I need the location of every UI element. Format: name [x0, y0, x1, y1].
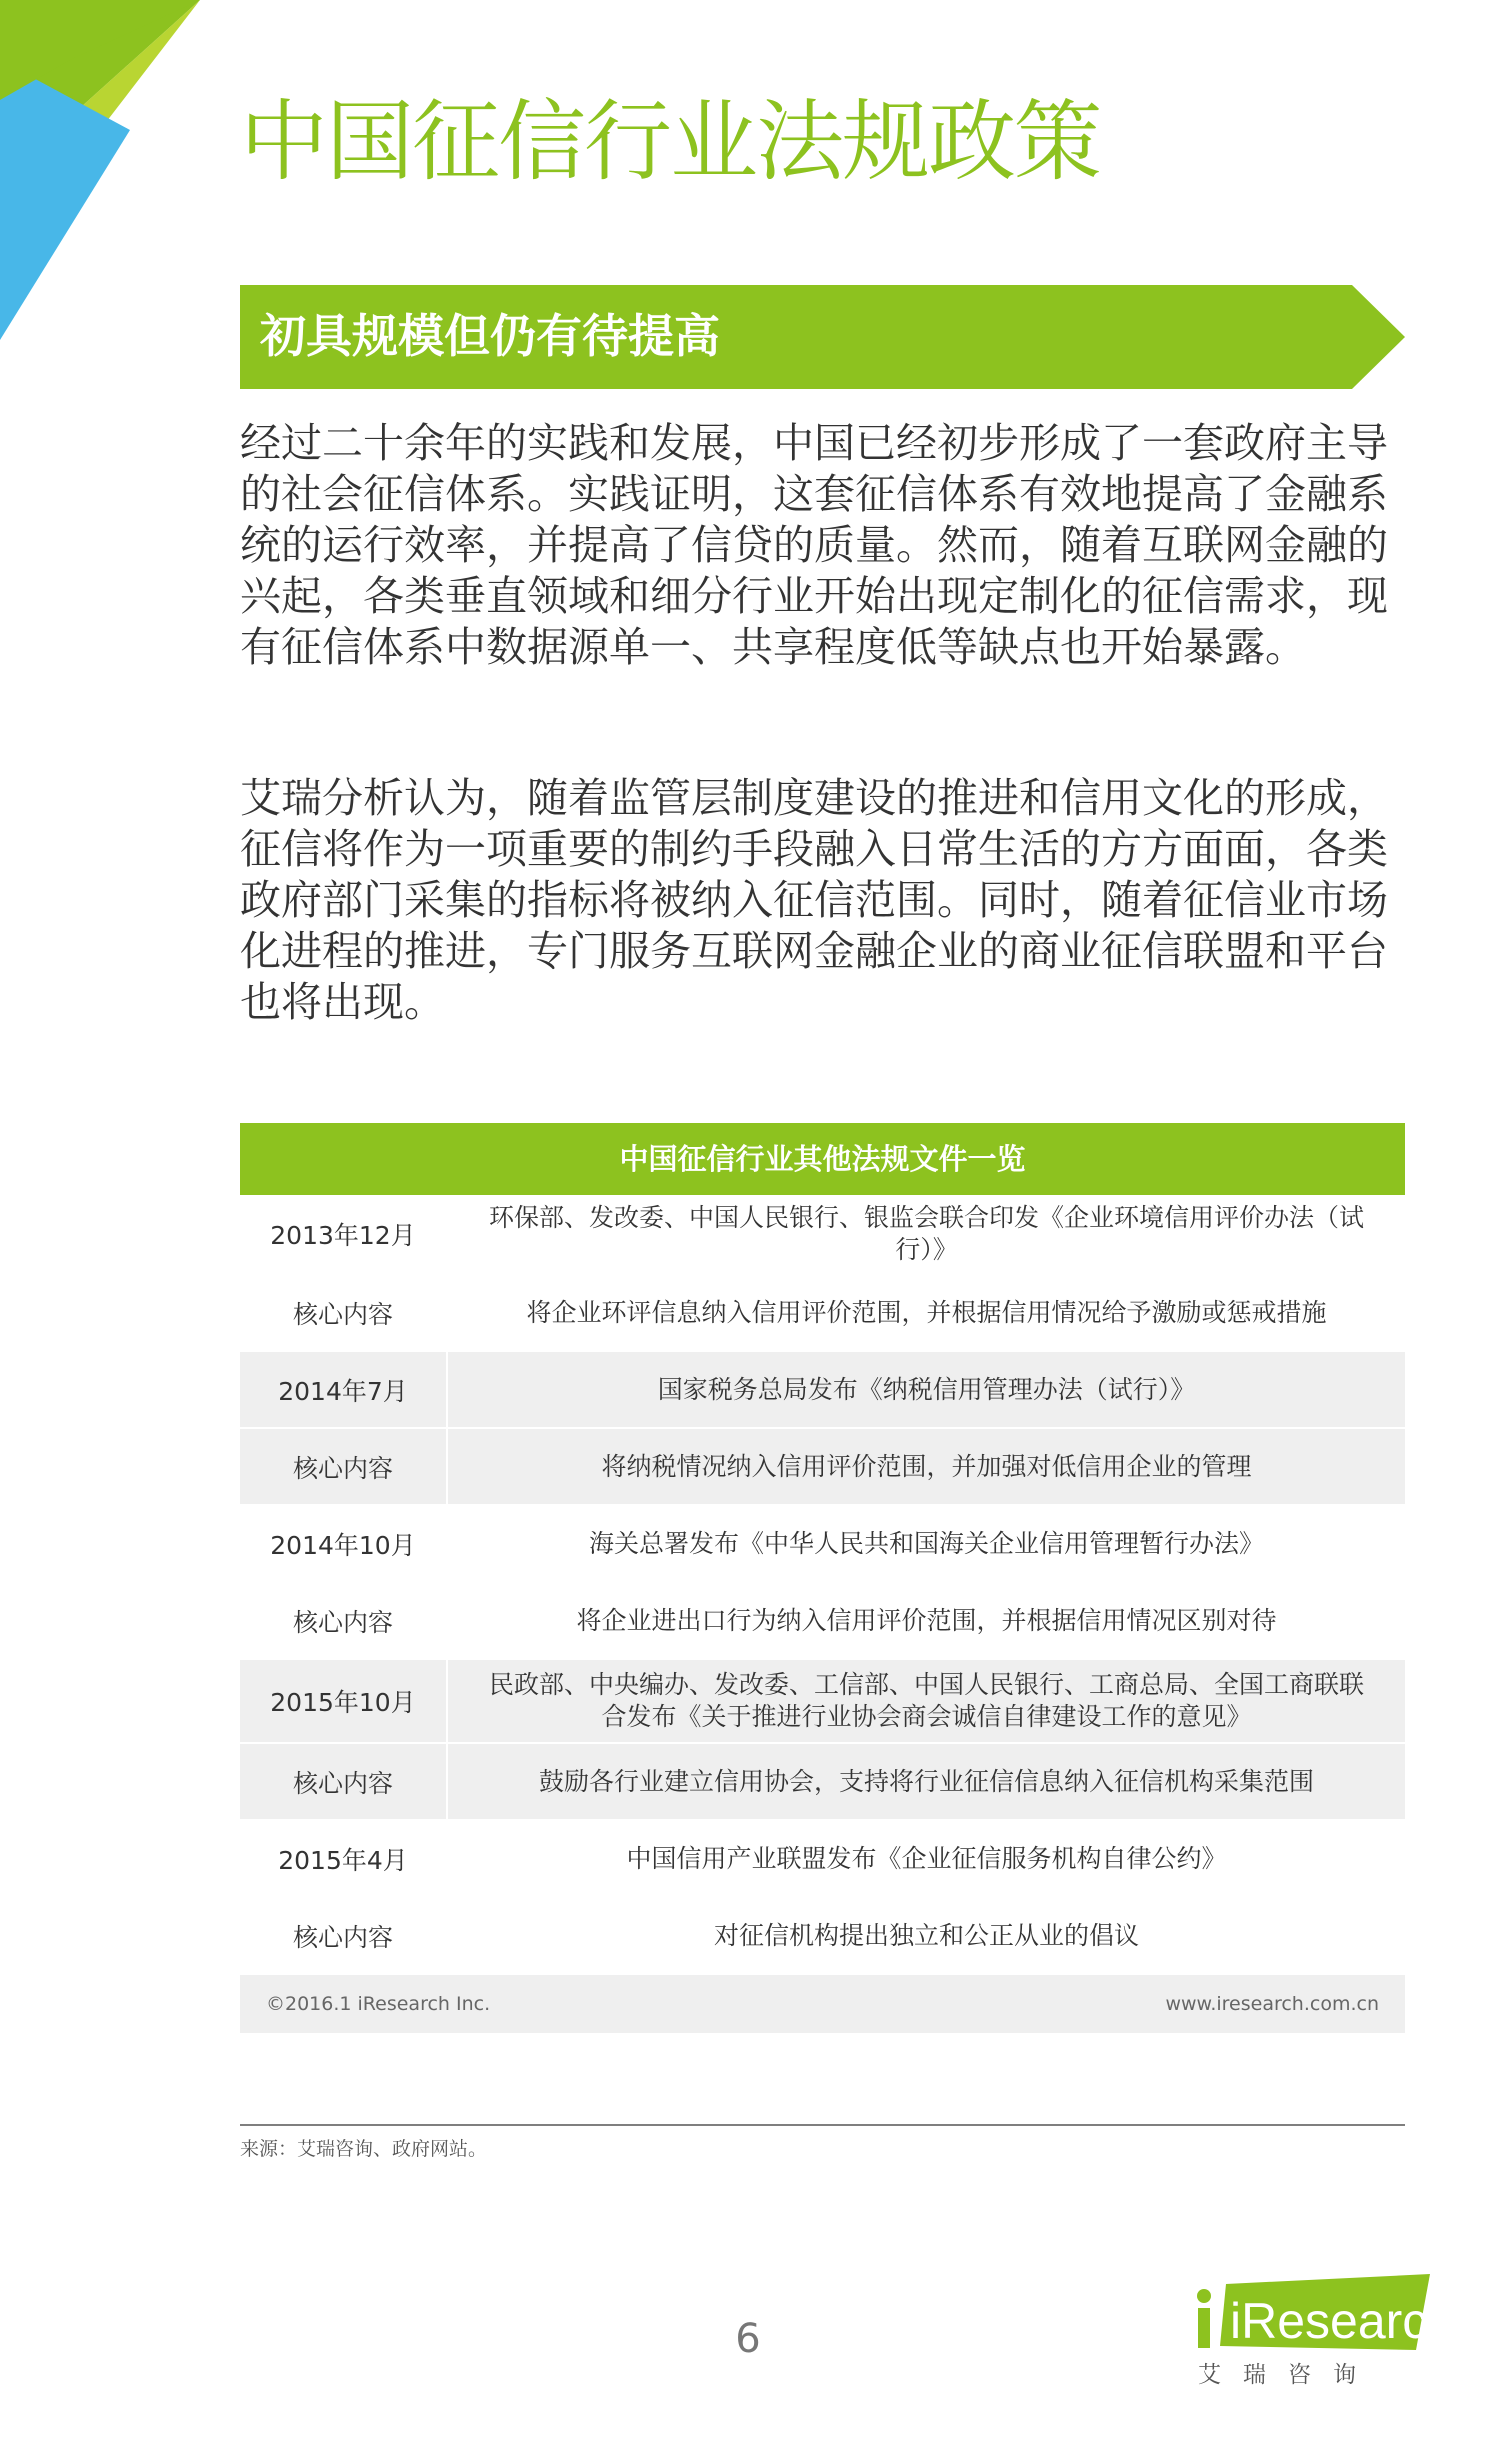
row-content: 将纳税情况纳入信用评价范围，并加强对低信用企业的管理	[448, 1429, 1405, 1504]
row-content: 将企业进出口行为纳入信用评价范围，并根据信用情况区别对待	[576, 1605, 1277, 1635]
row-date: 核心内容	[240, 1275, 448, 1350]
footer-divider	[240, 2124, 1405, 2126]
logo-brand-text: iResearch	[1230, 2293, 1456, 2349]
row-date: 2013年12月	[240, 1195, 448, 1273]
source-note: 来源：艾瑞咨询、政府网站。	[240, 2138, 488, 2160]
website-link[interactable]: www.iresearch.com.cn	[1165, 1993, 1379, 2015]
regulations-table	[240, 1123, 1405, 2033]
row-date: 2015年10月	[240, 1660, 448, 1742]
row-content: 中国信用产业联盟发布《企业征信服务机构自律公约》	[626, 1843, 1227, 1873]
row-content: 对征信机构提出独立和公正从业的倡议	[713, 1920, 1139, 1950]
table-row	[240, 1195, 1405, 1275]
table-title: 中国征信行业其他法规文件一览	[240, 1123, 1405, 1195]
row-content: 将企业环评信息纳入信用评价范围，并根据信用情况给予激励或惩戒措施	[526, 1297, 1327, 1327]
row-date: 核心内容	[240, 1429, 448, 1504]
iresearch-logo	[1190, 2272, 1456, 2354]
table-row	[240, 1583, 1405, 1660]
row-content: 民政部、中央编办、发改委、工信部、中国人民银行、工商总局、全国工商联联合发布《关于推进行业协会商会诚信自律建设工作的意见》	[448, 1660, 1405, 1742]
table-row	[240, 1744, 1405, 1821]
logo-subtitle: 艾瑞咨询	[1198, 2362, 1378, 2388]
row-content: 国家税务总局发布《纳税信用管理办法（试行）》	[448, 1352, 1405, 1427]
table-row	[240, 1352, 1405, 1429]
body-paragraph-1: 经过二十余年的实践和发展，中国已经初步形成了一套政府主导的社会征信体系。实践证明，这套征信体系有效地提高了金融系统的运行效率，并提高了信贷的质量。然而，随着互联网金融的兴起，各类垂直领域和细分行业开始出现定制化的征信需求，现有征信体系中数据源单一、共享程度低等缺点也开始暴露。	[240, 419, 1388, 671]
row-date: 核心内容	[240, 1898, 448, 1973]
table-row	[240, 1660, 1405, 1744]
corner-decoration	[0, 0, 200, 340]
row-content: 海关总署发布《中华人民共和国海关企业信用管理暂行办法》	[588, 1528, 1264, 1558]
table-row	[240, 1821, 1405, 1898]
table-footer	[240, 1975, 1405, 2033]
row-date: 2014年10月	[240, 1506, 448, 1581]
row-date: 核心内容	[240, 1744, 448, 1819]
table-row	[240, 1275, 1405, 1352]
section-banner-title: 初具规模但仍有待提高	[260, 309, 720, 363]
row-date: 核心内容	[240, 1583, 448, 1658]
page-number: 6	[735, 2316, 761, 2362]
copyright-text: ©2016.1 iResearch Inc.	[266, 1993, 491, 2015]
table-row	[240, 1898, 1405, 1975]
page-title: 中国征信行业法规政策	[240, 90, 1101, 193]
body-paragraph-2: 艾瑞分析认为，随着监管层制度建设的推进和信用文化的形成，征信将作为一项重要的制约手段融入日常生活的方方面面，各类政府部门采集的指标将被纳入征信范围。同时，随着征信业市场化进程的推进，专门服务互联网金融企业的商业征信联盟和平台也将出现。	[240, 774, 1388, 1026]
row-date: 2015年4月	[240, 1821, 448, 1896]
table-row	[240, 1429, 1405, 1506]
row-content: 环保部、发改委、中国人民银行、银监会联合印发《企业环境信用评价办法（试行）》	[488, 1203, 1364, 1264]
row-content: 鼓励各行业建立信用协会，支持将行业征信信息纳入征信机构采集范围	[448, 1744, 1405, 1819]
row-date: 2014年7月	[240, 1352, 448, 1427]
table-row	[240, 1506, 1405, 1583]
